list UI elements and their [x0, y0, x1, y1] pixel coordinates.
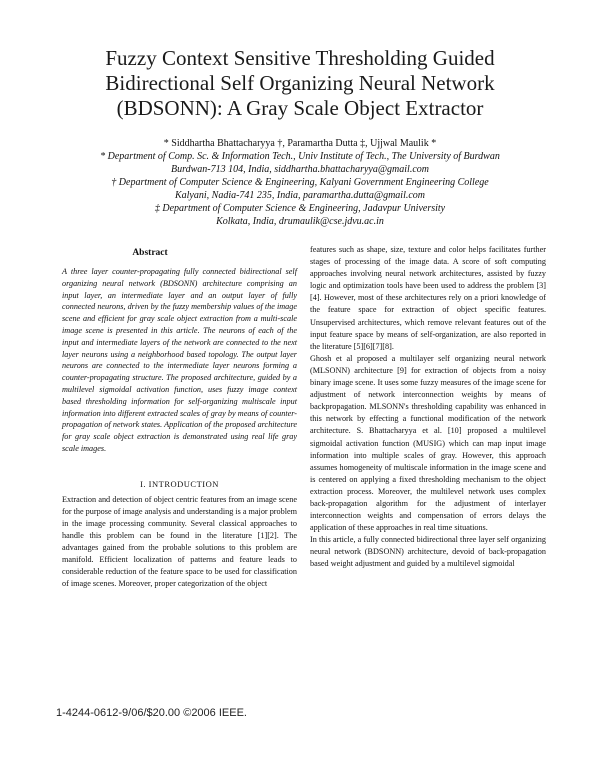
affiliation-line: † Department of Computer Science & Engineering, Kalyani Government Engineering College [111, 177, 489, 188]
title-line: Bidirectional Self Organizing Neural Network [105, 71, 495, 95]
affiliation-line: * Department of Comp. Sc. & Information Tech., Univ Institute of Tech., The University of Burdwan [100, 151, 500, 162]
abstract-heading: Abstract [132, 248, 168, 258]
copyright-footer: 1-4244-0612-9/06/$20.00 ©2006 IEEE. [56, 707, 247, 719]
paper-title [40, 46, 560, 121]
affiliation-line: ‡ Department of Computer Science & Engineering, Jadavpur University [154, 203, 446, 214]
title-line: Fuzzy Context Sensitive Thresholding Guided [105, 46, 495, 70]
title-line: (BDSONN): A Gray Scale Object Extractor [116, 96, 484, 120]
section-heading: I. INTRODUCTION [140, 479, 219, 489]
intro-text: Extraction and detection of object centric features from an image scene for the purpose of image analysis and understanding is a major problem in the image processing community. Several classical approaches to handle this problem can be found in the literature [1][2]. The advantages gained from the probable solutions to this problem are manifold. Efficient localization of patterns and feature leads to considerable reduction of the feature space to be used for classification of image scenes. Moreover, proper categorization of the object [62, 495, 297, 588]
paragraph: Ghosh et al proposed a multilayer self organizing neural network (MLSONN) architecture [9] for extraction of objects from a noisy binary image scene. It uses some fuzzy measures of the image scene for adjustment of network interconnection weights by means of backpropagation. MLSONN's thresholding capability was enhanced in this network by effecting a functional modification of the network architecture. S. Bhattacharyya et al. [10] proposed a multilevel sigmoidal activation function (MUSIG) which can map input image information into multiple scales of gray. However, this approach assumes homogeneity of multiscale information in the image scene and is centered on applying a fixed thresholding mechanism to the object extraction process. Moreover, the multilevel network uses complex back-propagation algorithm for the adjustment of interlayer interconnection weights and compensation of errors delays the application of these approaches in real time situations. [310, 353, 546, 533]
paragraph: In this article, a fully connected bidirectional three layer self organizing neural network (BDSONN) architecture, devoid of back-propagation based weight adjustment and guided by a multilevel sigmoidal [310, 535, 546, 569]
affiliation-line: Kalyani, Nadia-741 235, India, paramartha.dutta@gmail.com [174, 190, 426, 201]
affiliation-line: Burdwan-713 104, India, siddhartha.bhattacharyya@gmail.com [171, 164, 429, 175]
paragraph: features such as shape, size, texture and color helps facilitates further stages of processing of the image data. A score of soft computing approaches involving neural network architectures, assisted by fuzzy logic and optimization tools have been used to address the problem [3][4]. However, most of these architectures rely on a priori knowledge of the feature space for extraction of object specific features. Unsupervised architectures, which remove relevant features out of the input feature space by means of self-organization, are also reported in the literature [5][6][7][8]. [310, 245, 546, 351]
abstract-text: A three layer counter-propagating fully connected bidirectional self organizing neural network (BDSONN) architecture comprising an input layer, an intermediate layer and an output layer of fully connected neurons, driven by the fuzzy membership values of the image scene and efficient for gray scale object extraction from a multi-scale image scene is presented in this article. The neurons of each of the input and intermediate layers of the network are connected to the next layer neurons using a neighborhood based topology. The output layer neurons are connected to the intermediate layer neurons forming a counter-propagating structure. The proposed architecture, guided by a multilevel sigmoidal activation function, uses fuzzy image context based thresholding information for self-organizing multiscale input information into different extracted scales of gray by means of counter-propagation of network states. Application of the proposed architecture for gray scale object extraction is demonstrated using real life gray scale images. [62, 267, 297, 453]
author-block [40, 137, 560, 228]
author-names: * Siddhartha Bhattacharyya †, Paramartha Dutta ‡, Ujjwal Maulik * [163, 138, 437, 149]
right-column [310, 244, 546, 571]
affiliation-line: Kolkata, India, drumaulik@cse.jdvu.ac.in [216, 216, 384, 227]
